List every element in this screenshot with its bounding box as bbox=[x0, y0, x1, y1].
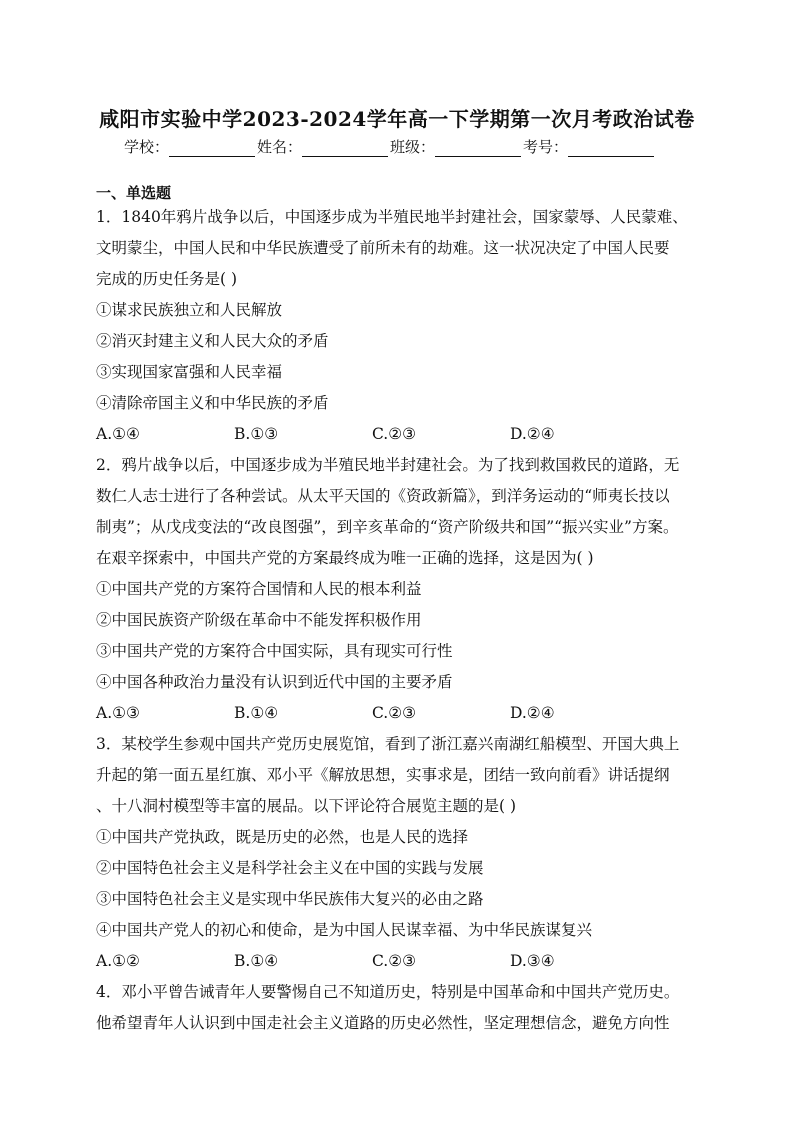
school-label: 学校： bbox=[124, 138, 170, 156]
section-heading: 一、单选题 bbox=[96, 184, 172, 202]
question-1 bbox=[96, 202, 699, 450]
question-stem-line: 升起的第一面五星红旗、邓小平《解放思想，实事求是，团结一致向前看》讲话提纲 bbox=[96, 766, 670, 784]
question-2 bbox=[96, 450, 699, 729]
statement-option: ②中国民族资产阶级在革命中不能发挥积极作用 bbox=[96, 611, 422, 629]
answer-choice[interactable]: D.③④ bbox=[510, 952, 555, 970]
statement-option: ③实现国家富强和人民幸福 bbox=[96, 363, 283, 381]
statement-option: ④中国共产党人的初心和使命，是为中国人民谋幸福、为中华民族谋复兴 bbox=[96, 921, 593, 939]
answer-choice[interactable]: D.②④ bbox=[510, 704, 555, 722]
statement-option: ④清除帝国主义和中华民族的矛盾 bbox=[96, 394, 329, 412]
answer-choice[interactable]: C.②③ bbox=[372, 425, 417, 443]
question-4 bbox=[96, 977, 699, 1039]
exam-no-field bbox=[523, 136, 656, 157]
answer-choice[interactable]: D.②④ bbox=[510, 425, 555, 443]
question-stem-line: 4．邓小平曾告诫青年人要警惕自己不知道历史，特别是中国革命和中国共产党历史。 bbox=[96, 983, 680, 1001]
statement-option: ①中国共产党的方案符合国情和人民的根本利益 bbox=[96, 580, 422, 598]
question-stem-line: 2．鸦片战争以后，中国逐步成为半殖民地半封建社会。为了找到救国救民的道路，无 bbox=[96, 456, 680, 474]
class-field bbox=[390, 136, 523, 157]
statement-option: ①中国共产党执政，既是历史的必然，也是人民的选择 bbox=[96, 828, 469, 846]
question-stem-line: 在艰辛探索中，中国共产党的方案最终成为唯一正确的选择，这是因为( ) bbox=[96, 549, 594, 567]
answer-choice[interactable]: B.①④ bbox=[234, 704, 279, 722]
answer-choices bbox=[96, 419, 699, 450]
statement-option: ②消灭封建主义和人民大众的矛盾 bbox=[96, 332, 329, 350]
statement-option: ④中国各种政治力量没有认识到近代中国的主要矛盾 bbox=[96, 673, 453, 691]
question-stem-line: 3．某校学生参观中国共产党历史展览馆，看到了浙江嘉兴南湖红船模型、开国大典上 bbox=[96, 735, 680, 753]
answer-choice[interactable]: A.①④ bbox=[96, 425, 140, 443]
question-stem-line: 制夷”；从戊戌变法的“改良图强”，到辛亥革命的“资产阶级共和国”“振兴实业”方案。 bbox=[96, 518, 679, 536]
answer-choice[interactable]: A.①③ bbox=[96, 704, 140, 722]
statement-option: ③中国特色社会主义是实现中华民族伟大复兴的必由之路 bbox=[96, 890, 484, 908]
question-stem-line: 、十八洞村模型等丰富的展品。以下评论符合展览主题的是( ) bbox=[96, 797, 517, 815]
answer-choice[interactable]: A.①② bbox=[96, 952, 140, 970]
exam-title: 咸阳市实验中学2023-2024学年高一下学期第一次月考政治试卷 bbox=[99, 107, 695, 131]
school-field bbox=[124, 136, 257, 157]
answer-choice[interactable]: B.①③ bbox=[234, 425, 279, 443]
exam-no-label: 考号： bbox=[523, 138, 569, 156]
statement-option: ③中国共产党的方案符合中国实际，具有现实可行性 bbox=[96, 642, 453, 660]
answer-choices bbox=[96, 946, 699, 977]
exam-no-blank[interactable] bbox=[568, 140, 654, 157]
answer-choice[interactable]: C.②③ bbox=[372, 704, 417, 722]
school-blank[interactable] bbox=[169, 140, 255, 157]
name-field bbox=[257, 136, 390, 157]
statement-option: ②中国特色社会主义是科学社会主义在中国的实践与发展 bbox=[96, 859, 484, 877]
statement-option: ①谋求民族独立和人民解放 bbox=[96, 301, 283, 319]
answer-choices bbox=[96, 698, 699, 729]
name-label: 姓名： bbox=[257, 138, 303, 156]
question-stem-line: 数仁人志士进行了各种尝试。从太平天国的《资政新篇》，到洋务运动的“师夷长技以 bbox=[96, 487, 670, 505]
question-stem-line: 文明蒙尘，中国人民和中华民族遭受了前所未有的劫难。这一状况决定了中国人民要 bbox=[96, 239, 670, 257]
answer-choice[interactable]: B.①④ bbox=[234, 952, 279, 970]
question-stem-line: 1．1840年鸦片战争以后，中国逐步成为半殖民地半封建社会，国家蒙辱、人民蒙难、 bbox=[96, 208, 688, 226]
class-blank[interactable] bbox=[435, 140, 521, 157]
question-stem-line: 他希望青年人认识到中国走社会主义道路的历史必然性，坚定理想信念，避免方向性 bbox=[96, 1014, 670, 1032]
question-3 bbox=[96, 729, 699, 977]
class-label: 班级： bbox=[390, 138, 436, 156]
answer-choice[interactable]: C.②③ bbox=[372, 952, 417, 970]
question-stem-line: 完成的历史任务是( ) bbox=[96, 270, 238, 288]
student-info-row bbox=[124, 136, 656, 157]
questions-content bbox=[96, 202, 699, 1039]
name-blank[interactable] bbox=[302, 140, 388, 157]
